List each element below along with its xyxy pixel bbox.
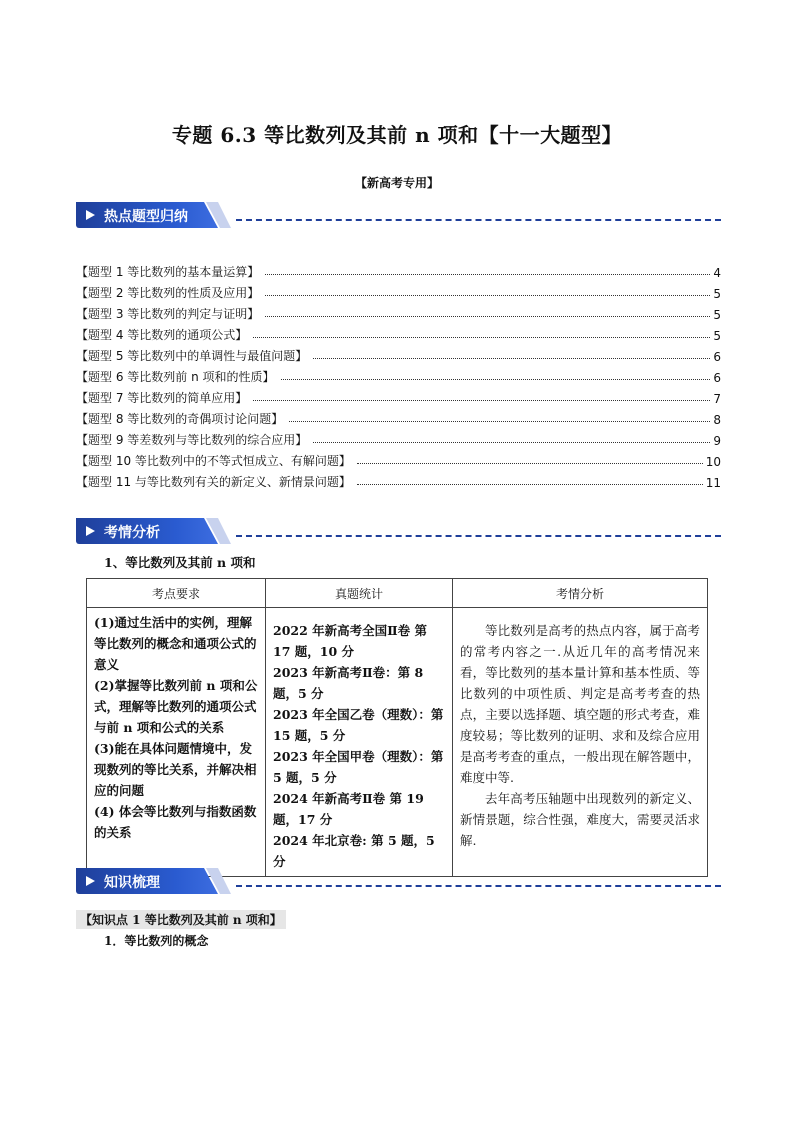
toc-item[interactable]: 【题型 9 等差数列与等比数列的综合应用】 9 — [76, 433, 721, 448]
knowledge-point-heading: 【知识点 1 等比数列及其前 n 项和】 — [76, 910, 286, 929]
page-subtitle: 【新高考专用】 — [354, 176, 439, 190]
toc-item[interactable]: 【题型 11 与等比数列有关的新定义、新情景问题】 11 — [76, 475, 721, 490]
analysis-paragraph: 去年高考压轴题中出现数列的新定义、新情景题，综合性强，难度大，需要灵活求解. — [460, 791, 700, 848]
table-header: 考情分析 — [453, 579, 708, 608]
requirement-item: (1)通过生活中的实例，理解等比数列的概念和通项公式的意义 — [94, 615, 257, 672]
stat-item: 2022 年新高考全国Ⅱ卷 第 17 题，10 分 — [273, 623, 428, 659]
section-label: 考情分析 — [104, 525, 160, 541]
stat-item: 2023 年全国甲卷（理数）：第 5 题，5 分 — [273, 749, 444, 785]
stats-cell — [266, 608, 453, 877]
stat-item: 2024 年新高考Ⅱ卷 第 19 题，17 分 — [273, 791, 424, 827]
toc-item[interactable]: 【题型 5 等比数列中的单调性与最值问题】 6 — [76, 349, 721, 364]
requirements-cell — [87, 608, 266, 877]
toc-item[interactable]: 【题型 4 等比数列的通项公式】 5 — [76, 328, 721, 343]
play-arrow-icon — [86, 210, 95, 220]
stat-item: 2023 年新高考Ⅱ卷：第 8 题，5 分 — [273, 665, 424, 701]
requirement-item: (3)能在具体问题情境中，发现数列的等比关系，并解决相应的问题 — [94, 741, 257, 798]
section-banner-exam-analysis — [76, 518, 721, 544]
toc-item[interactable]: 【题型 3 等比数列的判定与证明】 5 — [76, 307, 721, 322]
toc-item[interactable]: 【题型 7 等比数列的简单应用】 7 — [76, 391, 721, 406]
dash-divider — [236, 219, 721, 221]
stat-item: 2024 年北京卷: 第 5 题，5 分 — [273, 833, 435, 869]
section-banner-hot-types — [76, 202, 721, 228]
table-header: 考点要求 — [87, 579, 266, 608]
page-title: 专题 6.3 等比数列及其前 n 项和【十一大题型】 — [171, 123, 623, 147]
knowledge-subheading: 1．等比数列的概念 — [104, 934, 209, 948]
section-label: 知识梳理 — [104, 875, 160, 891]
dash-divider — [236, 885, 721, 887]
toc-item[interactable]: 【题型 2 等比数列的性质及应用】 5 — [76, 286, 721, 301]
dash-divider — [236, 535, 721, 537]
toc-item[interactable]: 【题型 6 等比数列前 n 项和的性质】 6 — [76, 370, 721, 385]
stat-item: 2023 年全国乙卷（理数）：第 15 题，5 分 — [273, 707, 444, 743]
analysis-paragraph: 等比数列是高考的热点内容，属于高考的常考内容之一.从近几年的高考情况来看，等比数列的基本量计算和基本性质、等比数列的中项性质、判定是高考考查的热点，主要以选择题、填空题的形式考查，难度较易；等比数列的证明、求和及综合应用是高考考查的重点，一般出现在解答题中，难度中等. — [460, 623, 700, 785]
section-banner-knowledge — [76, 868, 721, 894]
play-arrow-icon — [86, 526, 95, 536]
requirement-item: (2)掌握等比数列前 n 项和公式，理解等比数列的通项公式与前 n 项和公式的关系 — [94, 678, 258, 735]
section-label: 热点题型归纳 — [104, 209, 188, 225]
play-arrow-icon — [86, 876, 95, 886]
toc-item[interactable]: 【题型 1 等比数列的基本量运算】 4 — [76, 265, 721, 280]
toc-item[interactable]: 【题型 10 等比数列中的不等式恒成立、有解问题】 10 — [76, 454, 721, 469]
requirement-item: (4) 体会等比数列与指数函数的关系 — [94, 804, 257, 840]
table-header: 真题统计 — [266, 579, 453, 608]
table-of-contents — [76, 259, 721, 490]
analysis-heading: 1、等比数列及其前 n 项和 — [104, 555, 256, 570]
exam-analysis-table — [86, 578, 708, 877]
analysis-cell — [453, 608, 708, 877]
toc-item[interactable]: 【题型 8 等比数列的奇偶项讨论问题】 8 — [76, 412, 721, 427]
